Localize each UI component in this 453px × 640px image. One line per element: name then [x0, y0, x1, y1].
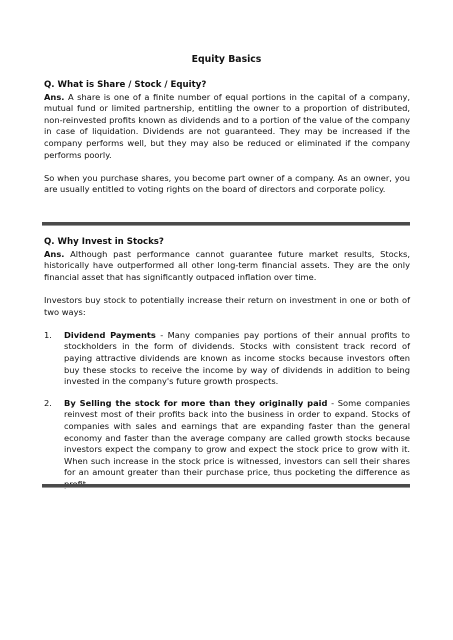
section-divider: [42, 484, 410, 488]
question-heading: Q. Why Invest in Stocks?: [44, 237, 164, 247]
list-item: [44, 330, 410, 388]
intro-paragraph: Investors buy stock to potentially increase their return on investment in one or both of two ways:: [44, 294, 410, 317]
question-heading: Q. What is Share / Stock / Equity?: [44, 80, 207, 90]
section-divider: [42, 222, 410, 226]
list-item-title: By Selling the stock for more than they originally paid: [64, 397, 328, 408]
answer-text: A share is one of a finite number of equal portions in the capital of a company, mutual fund or limited partnership, entitling the owner to a proportion of distributed, non-reinvested profits known as dividends and to a portion of the value of the company in case of liquidation. Dividends are not guaranteed. They may be increased if the company performs well, but they may also be reduced or eliminated if the company performs poorly.: [44, 91, 410, 160]
list-item-title: Dividend Payments: [64, 329, 156, 340]
answer-label: Ans.: [44, 248, 65, 259]
list-number: 2.: [44, 397, 52, 408]
list-item-text: - Many companies pay portions of their annual profits to stockholders in the form of dividends. Stocks with consistent track record of paying attractive dividends are known as income stocks because investors often buy these stocks to receive the income by way of dividends in addition to being invested in the company's future growth prospects.: [64, 329, 410, 387]
answer-label: Ans.: [44, 91, 65, 102]
list-item-text: - Some companies reinvest most of their profits back into the business in order to expand. Stocks of companies with sales and earnings that are expanding faster than the general economy and faster than the average company are called growth stocks because investors expect the company to grow and expect the stock price to grow with it. When such increase in the stock price is witnessed, investors can sell their shares for an amount greater than their purchase price, thus pocketing the difference as: [64, 397, 411, 478]
ownership-paragraph: So when you purchase shares, you become part owner of a company. As an owner, you are usually entitled to voting rights on the board of directors and corporate policy.: [44, 172, 410, 195]
section-why-invest: [44, 237, 410, 500]
answer-paragraph: [44, 92, 410, 162]
reasons-list: [44, 330, 410, 491]
section-what-is-share: [44, 80, 410, 208]
list-number: 1.: [44, 329, 52, 340]
answer-text: Although past performance cannot guarantee future market results, Stocks, historically have outperformed all other long-term financial assets. They are the only financial asset that has significantly outpaced inflation over time.: [44, 248, 410, 282]
answer-paragraph: [44, 249, 410, 284]
document-title: Equity Basics: [191, 54, 262, 65]
list-item: [44, 398, 410, 491]
